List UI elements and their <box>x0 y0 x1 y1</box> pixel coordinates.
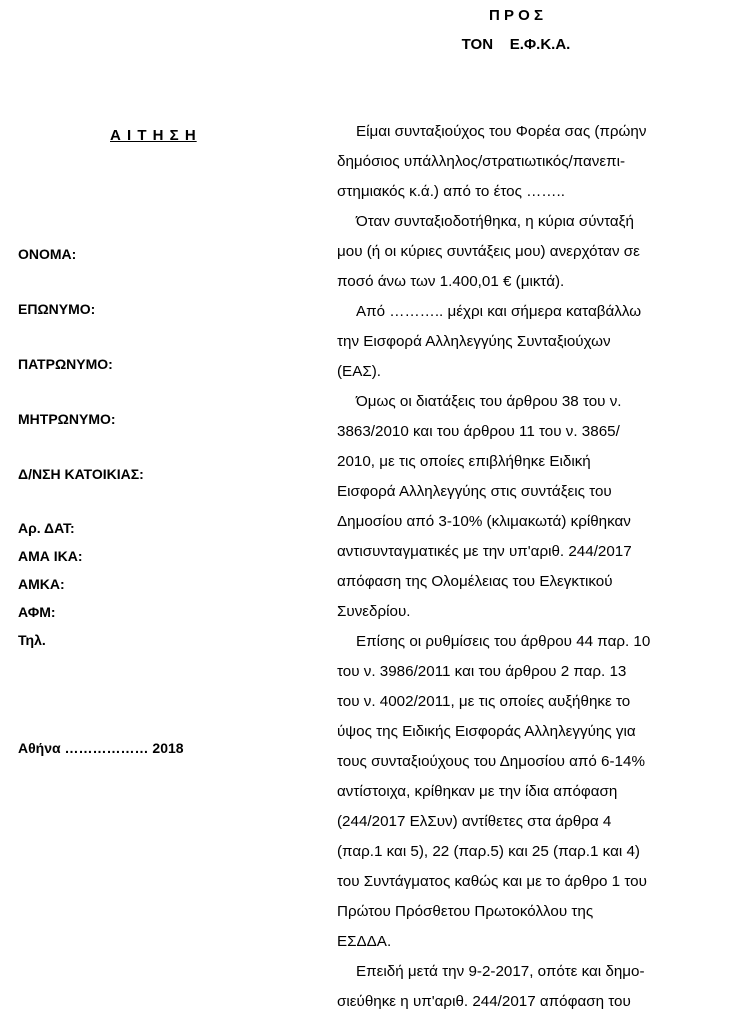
body-line: Όταν συνταξιοδοτήθηκα, η κύρια σύνταξή <box>356 213 634 230</box>
field-amka: ΑΜΚΑ: <box>18 576 65 592</box>
field-father-name: ΠΑΤΡΩΝΥΜΟ: <box>18 356 113 372</box>
body-text <box>337 117 697 1017</box>
field-id-number: Αρ. ΔΑΤ: <box>18 520 75 536</box>
field-phone: Τηλ. <box>18 632 46 648</box>
field-ika-number: ΑΜΑ ΙΚΑ: <box>18 548 83 564</box>
body-line: Επειδή μετά την 9-2-2017, οπότε και δημο- <box>356 963 645 980</box>
body-line: ΕΣΔΔΑ. <box>337 933 392 950</box>
body-line: Δημοσίου από 3-10% (κλιμακωτά) κρίθηκαν <box>337 513 631 530</box>
field-afm: ΑΦΜ: <box>18 604 56 620</box>
body-line: στημιακός κ.ά.) από το έτος …….. <box>337 183 565 200</box>
body-line: αντίστοιχα, κρίθηκαν με την ίδια απόφαση <box>337 783 618 800</box>
body-line: την Εισφορά Αλληλεγγύης Συνταξιούχων <box>337 333 611 350</box>
body-line: αντισυνταγματικές με την υπ'αριθ. 244/2017 <box>337 543 632 560</box>
header-line-2: ΤΟΝ Ε.Φ.Κ.Α. <box>461 36 571 53</box>
body-line: δημόσιος υπάλληλος/στρατιωτικός/πανεπι- <box>337 153 626 170</box>
body-line: Όμως οι διατάξεις του άρθρου 38 του ν. <box>356 393 622 410</box>
body-line: του ν. 4002/2011, με τις οποίες αυξήθηκε το <box>337 693 631 710</box>
body-line: του Συντάγματος καθώς και με το άρθρο 1 του <box>337 873 647 890</box>
field-address: Δ/ΝΣΗ ΚΑΤΟΙΚΙΑΣ: <box>18 466 144 482</box>
field-mother-name: ΜΗΤΡΩΝΥΜΟ: <box>18 411 116 427</box>
field-name: ΟΝΟΜΑ: <box>18 246 77 262</box>
body-line: 2010, με τις οποίες επιβλήθηκε Ειδική <box>337 453 591 470</box>
body-line: (244/2017 ΕλΣυν) αντίθετες στα άρθρα 4 <box>337 813 612 830</box>
body-line: Συνεδρίου. <box>337 603 411 620</box>
body-line: τους συνταξιούχους του Δημοσίου από 6-14% <box>337 753 645 770</box>
body-line: 3863/2010 και του άρθρου 11 του ν. 3865/ <box>337 423 620 440</box>
body-line: ποσό άνω των 1.400,01 € (μικτά). <box>337 273 565 290</box>
body-line: ύψος της Ειδικής Εισφοράς Αλληλεγγύης για <box>337 723 636 740</box>
body-line: σιεύθηκε η υπ'αριθ. 244/2017 απόφαση του <box>337 993 631 1010</box>
body-line: απόφαση της Ολομέλειας του Ελεγκτικού <box>337 573 613 590</box>
header-line-1: Π Ρ Ο Σ <box>488 7 543 24</box>
document-title: Α Ι Τ Η Σ Η <box>110 127 197 144</box>
date-line: Αθήνα ……………… 2018 <box>18 740 184 756</box>
body-line: Εισφορά Αλληλεγγύης στις συντάξεις του <box>337 483 612 500</box>
body-line: μου (ή οι κύριες συντάξεις μου) ανερχόταν σε <box>337 243 640 260</box>
body-line: Πρώτου Πρόσθετου Πρωτοκόλλου της <box>337 903 594 920</box>
body-line: του ν. 3986/2011 και του άρθρου 2 παρ. 13 <box>337 663 627 680</box>
body-line: (παρ.1 και 5), 22 (παρ.5) και 25 (παρ.1 και 4) <box>337 843 640 860</box>
body-line: Από ……….. μέχρι και σήμερα καταβάλλω <box>356 303 642 320</box>
body-line: Επίσης οι ρυθμίσεις του άρθρου 44 παρ. 10 <box>356 633 651 650</box>
body-line: (ΕΑΣ). <box>337 363 381 380</box>
field-surname: ΕΠΩΝΥΜΟ: <box>18 301 96 317</box>
body-line: Είμαι συνταξιούχος του Φορέα σας (πρώην <box>356 123 647 140</box>
